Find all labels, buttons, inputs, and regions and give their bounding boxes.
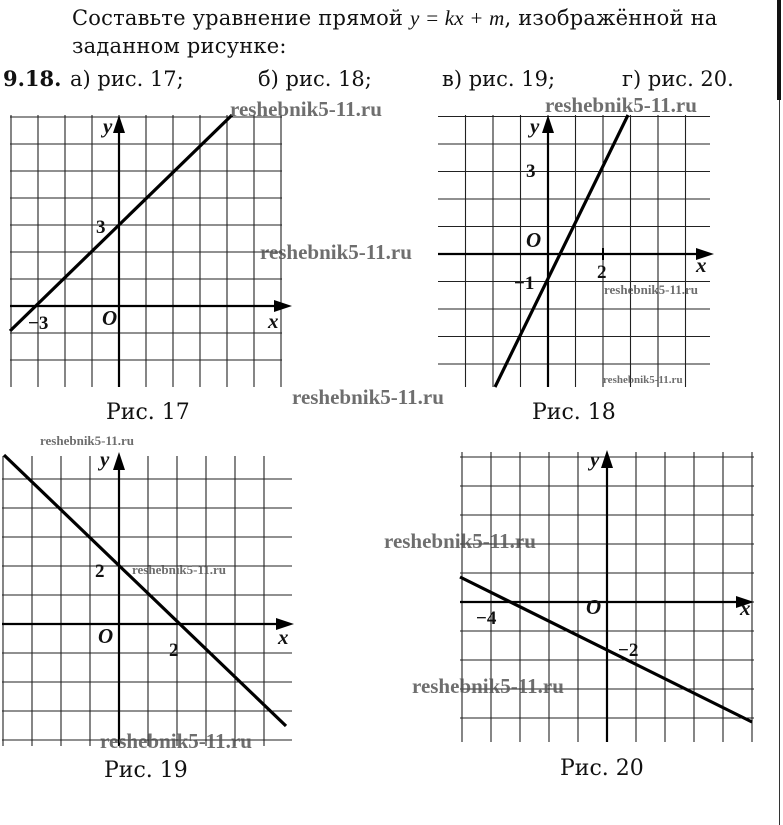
figure-19: [2, 447, 292, 746]
watermark: reshebnik5-11.ru: [545, 93, 697, 117]
figure-18-tick-y-bottom: −1: [514, 273, 535, 294]
figure-17-y-label: y: [103, 114, 113, 138]
figure-20-y-arrow: [601, 450, 613, 468]
watermark: reshebnik5-11.ru: [603, 374, 683, 386]
figure-19-tick-x: 2: [169, 640, 179, 661]
figure-19-y-label: y: [100, 447, 110, 471]
figure-17-x-label: x: [268, 309, 279, 333]
intro-text-after: , изображённой на заданном рисунке:: [72, 6, 718, 58]
watermark: reshebnik5-11.ru: [40, 433, 135, 448]
figure-17-origin-label: O: [102, 306, 118, 330]
figure-18-caption: Рис. 18: [532, 400, 616, 425]
figure-17-graph: [10, 115, 282, 387]
figure-18-y-label: y: [530, 114, 540, 138]
watermark: reshebnik5-11.ru: [132, 562, 227, 577]
task-item-c: в) рис. 19;: [442, 67, 556, 91]
figure-18-graph: [438, 115, 710, 387]
figure-20-x-label: x: [740, 596, 751, 620]
figure-18-grid: [438, 115, 710, 387]
figure-20-origin-label: O: [586, 595, 602, 619]
figure-20-caption: Рис. 20: [560, 756, 644, 781]
intro-text-before: Составьте уравнение прямой: [72, 6, 410, 30]
task-item-b: б) рис. 18;: [258, 67, 372, 91]
figure-17: [10, 115, 282, 387]
figure-19-graph: [2, 447, 292, 746]
figure-18-tick-y-top: 3: [526, 161, 536, 182]
task-item-a: а) рис. 17;: [70, 67, 184, 91]
figure-20-tick-x: −4: [476, 608, 497, 629]
watermark: reshebnik5-11.ru: [292, 385, 444, 409]
figure-19-y-arrow: [113, 452, 125, 470]
figure-17-y-arrow: [113, 115, 125, 133]
figure-19-x-label: x: [278, 625, 289, 649]
watermark: reshebnik5-11.ru: [384, 529, 536, 553]
watermark: reshebnik5-11.ru: [604, 282, 699, 297]
task-number: 9.18.: [3, 66, 62, 91]
task-item-d: г) рис. 20.: [622, 67, 734, 91]
watermark: reshebnik5-11.ru: [100, 729, 252, 753]
figure-17-caption: Рис. 17: [106, 400, 190, 425]
watermark: reshebnik5-11.ru: [230, 97, 382, 121]
figure-17-tick-y: 3: [96, 217, 106, 238]
figure-17-grid: [10, 115, 282, 387]
figure-18: [438, 115, 710, 387]
figure-19-grid: [2, 456, 292, 746]
figure-20-tick-y: −2: [618, 640, 639, 661]
exercise-intro: [72, 4, 762, 60]
intro-formula: y = kx + m: [410, 6, 505, 30]
watermark: reshebnik5-11.ru: [260, 240, 412, 264]
figure-19-caption: Рис. 19: [104, 758, 188, 783]
figure-20-y-label: y: [590, 447, 600, 471]
figure-18-origin-label: O: [526, 228, 542, 252]
figure-19-origin-label: O: [98, 624, 114, 648]
figure-19-tick-y: 2: [95, 561, 105, 582]
figure-17-tick-x: −3: [28, 313, 49, 334]
watermark: reshebnik5-11.ru: [412, 674, 564, 698]
figure-18-line: [495, 115, 628, 387]
figure-18-x-label: x: [696, 253, 707, 277]
figure-19-line: [4, 455, 286, 726]
figure-17-line: [10, 115, 232, 331]
figure-18-tick-x: 2: [597, 262, 607, 283]
page-edge-line: [779, 100, 780, 825]
page-edge-bar: [777, 0, 781, 100]
